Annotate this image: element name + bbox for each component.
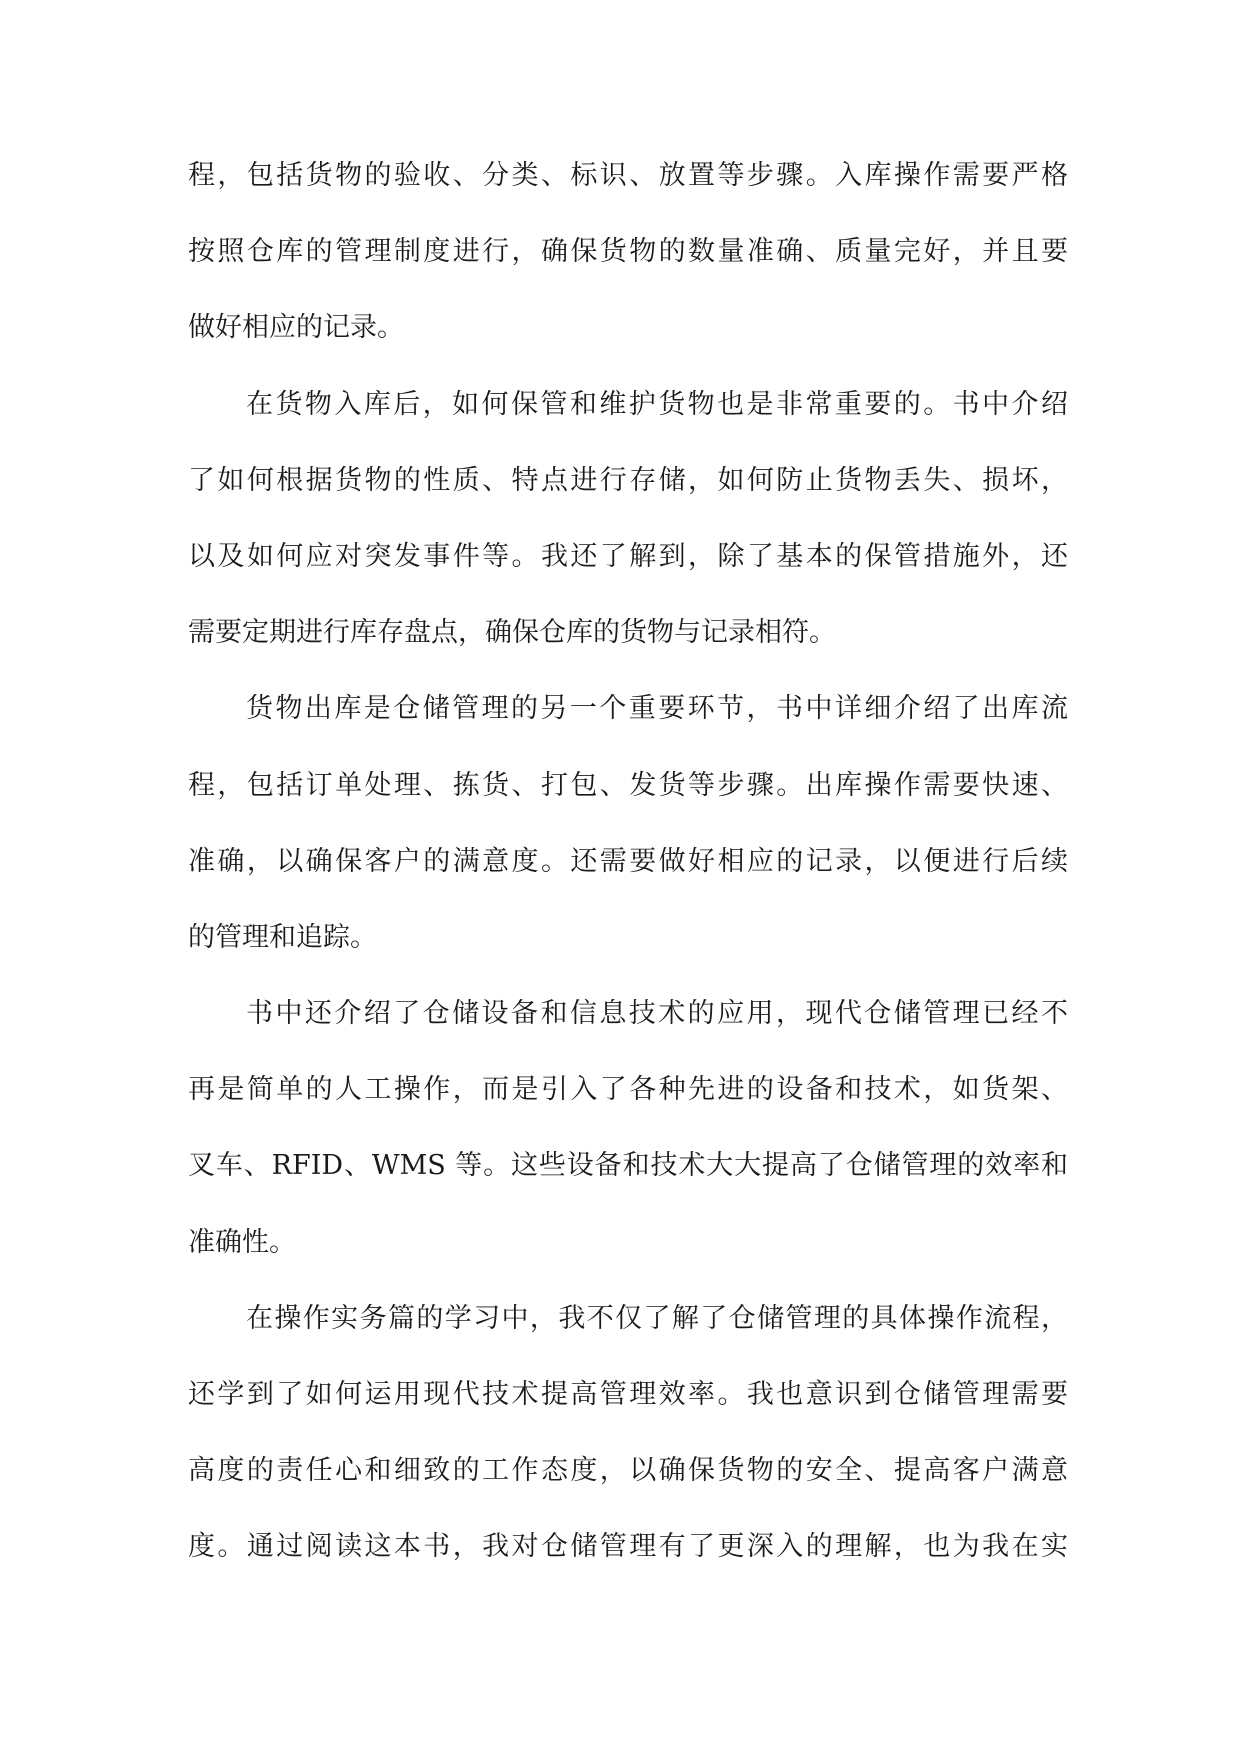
text-line: 以及如何应对突发事件等。我还了解到，除了基本的保管措施外，还 <box>188 540 1068 572</box>
text-line: 度。通过阅读这本书，我对仓储管理有了更深入的理解，也为我在实 <box>188 1531 1068 1563</box>
text-line: 程，包括订单处理、拣货、打包、发货等步骤。出库操作需要快速、 <box>188 769 1068 801</box>
paragraph-first-line: 书中还介绍了仓储设备和信息技术的应用，现代仓储管理已经不 <box>246 998 1068 1030</box>
text-line: 准确性。 <box>188 1226 296 1258</box>
text-line: 准确，以确保客户的满意度。还需要做好相应的记录，以便进行后续 <box>188 845 1068 877</box>
text-line: 做好相应的记录。 <box>188 312 404 344</box>
body-text <box>188 138 1068 1586</box>
text-line: 高度的责任心和细致的工作态度，以确保货物的安全、提高客户满意 <box>188 1455 1068 1487</box>
text-line: 了如何根据货物的性质、特点进行存储，如何防止货物丢失、损坏， <box>188 464 1068 496</box>
text-line: 按照仓库的管理制度进行，确保货物的数量准确、质量完好，并且要 <box>188 236 1068 268</box>
text-line: 再是简单的人工操作，而是引入了各种先进的设备和技术，如货架、 <box>188 1074 1068 1106</box>
paragraph-first-line: 货物出库是仓储管理的另一个重要环节，书中详细介绍了出库流 <box>246 693 1068 725</box>
text-line: 还学到了如何运用现代技术提高管理效率。我也意识到仓储管理需要 <box>188 1379 1068 1410</box>
paragraph-first-line: 在操作实务篇的学习中，我不仅了解了仓储管理的具体操作流程， <box>246 1302 1068 1334</box>
paragraph-first-line: 在货物入库后，如何保管和维护货物也是非常重要的。书中介绍 <box>246 388 1068 420</box>
text-line: 程，包括货物的验收、分类、标识、放置等步骤。入库操作需要严格 <box>188 160 1068 191</box>
text-line: 叉车、RFID、WMS 等。这些设备和技术大大提高了仓储管理的效率和 <box>188 1150 1068 1182</box>
text-line: 的管理和追踪。 <box>188 921 377 953</box>
text-line: 需要定期进行库存盘点，确保仓库的货物与记录相符。 <box>188 617 836 649</box>
